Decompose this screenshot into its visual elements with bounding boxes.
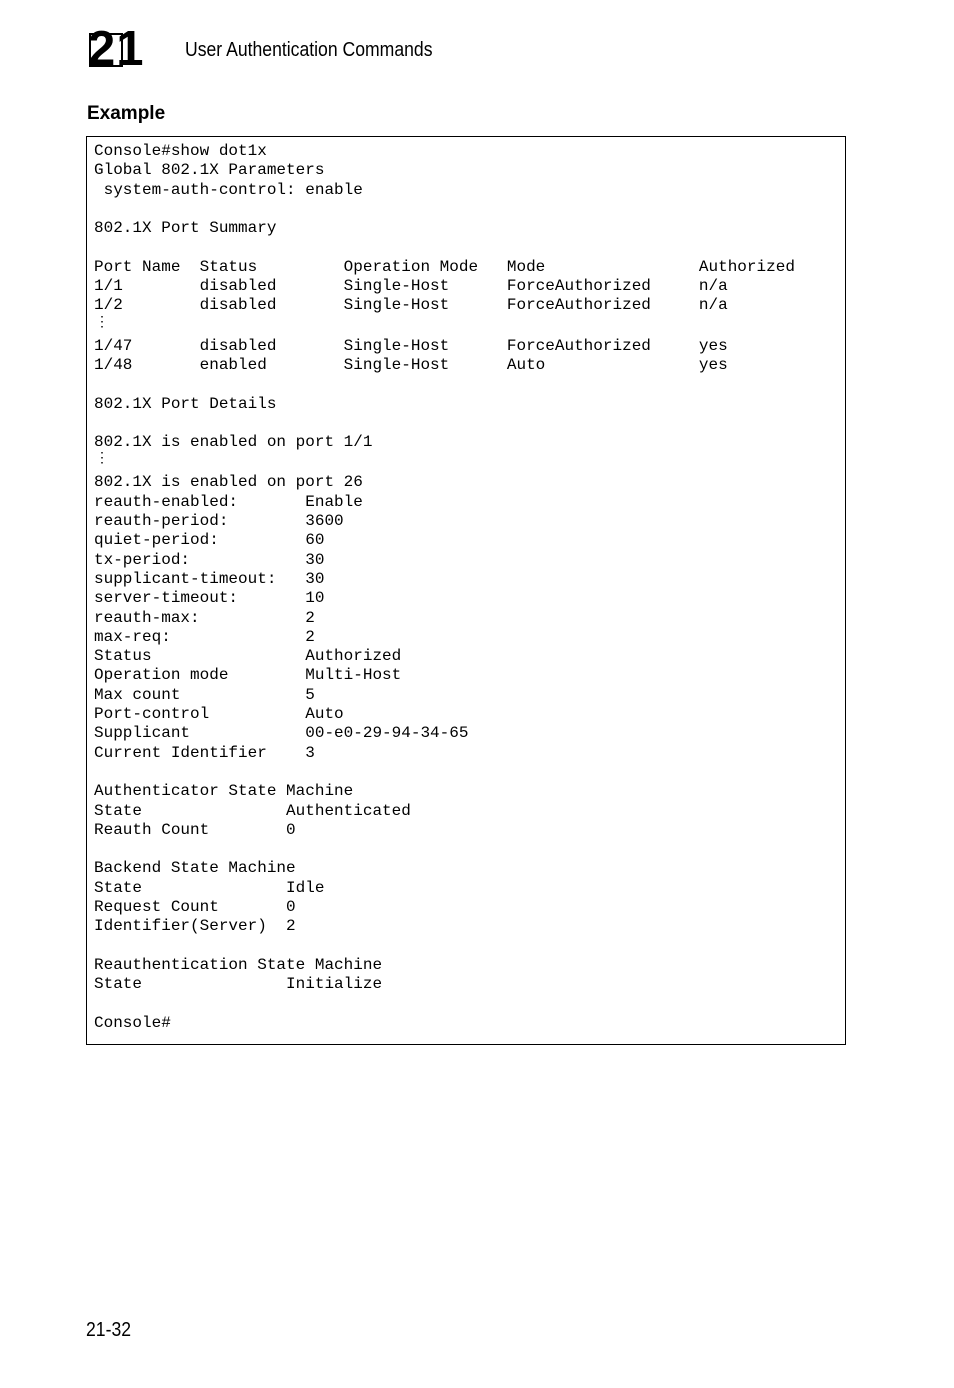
- console-line: Console#: [94, 1013, 171, 1032]
- chapter-title: User Authentication Commands: [185, 39, 433, 61]
- console-line: Identifier(Server) 2: [94, 917, 296, 936]
- console-line: Status Authorized: [94, 647, 402, 666]
- vertical-ellipsis: ⋮: [95, 312, 109, 329]
- console-line: 802.1X Port Summary: [94, 219, 277, 238]
- console-line: 802.1X is enabled on port 26: [94, 473, 363, 492]
- vertical-ellipsis: ⋮: [95, 449, 109, 466]
- console-line: Port-control Auto: [94, 705, 344, 724]
- console-line: [94, 375, 845, 394]
- console-example-box: [86, 136, 846, 1045]
- console-line: [94, 414, 845, 433]
- console-line: 1/1 disabled Single-Host ForceAuthorized n/a: [94, 277, 728, 296]
- console-line: reauth-period: 3600: [94, 512, 344, 531]
- console-line: [94, 238, 845, 257]
- console-line: [94, 994, 845, 1013]
- chapter-number: [88, 22, 145, 76]
- console-line: system-auth-control: enable: [94, 180, 363, 199]
- console-line: Port Name Status Operation Mode Mode Authorized: [94, 257, 795, 276]
- console-line: Reauth Count 0: [94, 820, 296, 839]
- console-line: server-timeout: 10: [94, 589, 325, 608]
- console-line: State Initialize: [94, 975, 383, 994]
- console-line: [94, 937, 845, 956]
- page-number: 21-32: [86, 1319, 132, 1341]
- console-line: 802.1X Port Details: [94, 394, 277, 413]
- console-line: Global 802.1X Parameters: [94, 161, 325, 180]
- console-line: [94, 200, 845, 219]
- console-line: quiet-period: 60: [94, 531, 325, 550]
- console-line: 1/2 disabled Single-Host ForceAuthorized n/a: [94, 296, 728, 315]
- section-heading: Example: [87, 103, 166, 124]
- console-line: Supplicant 00-e0-29-94-34-65: [94, 724, 469, 743]
- console-line: Authenticator State Machine: [94, 782, 354, 801]
- console-line: Console#show dot1x: [94, 142, 267, 160]
- console-line: supplicant-timeout: 30: [94, 569, 325, 588]
- console-line: 802.1X is enabled on port 1/1: [94, 433, 373, 452]
- console-line: Request Count 0: [94, 897, 296, 916]
- console-line: Max count 5: [94, 685, 315, 704]
- console-line: [94, 840, 845, 859]
- console-line: tx-period: 30: [94, 550, 325, 569]
- console-line: [94, 763, 845, 782]
- console-line: Operation mode Multi-Host: [94, 666, 402, 685]
- console-line: reauth-enabled: Enable: [94, 492, 363, 511]
- console-line: max-req: 2: [94, 627, 315, 646]
- console-line: reauth-max: 2: [94, 608, 315, 627]
- console-line: State Idle: [94, 878, 325, 897]
- console-line: Reauthentication State Machine: [94, 955, 383, 974]
- chapter-number-digits: 21: [88, 22, 145, 76]
- console-line: Backend State Machine: [94, 859, 296, 878]
- console-line: State Authenticated: [94, 801, 411, 820]
- console-line: 1/48 enabled Single-Host Auto yes: [94, 355, 728, 374]
- console-line: Current Identifier 3: [94, 743, 315, 762]
- console-line: 1/47 disabled Single-Host ForceAuthorized yes: [94, 336, 728, 355]
